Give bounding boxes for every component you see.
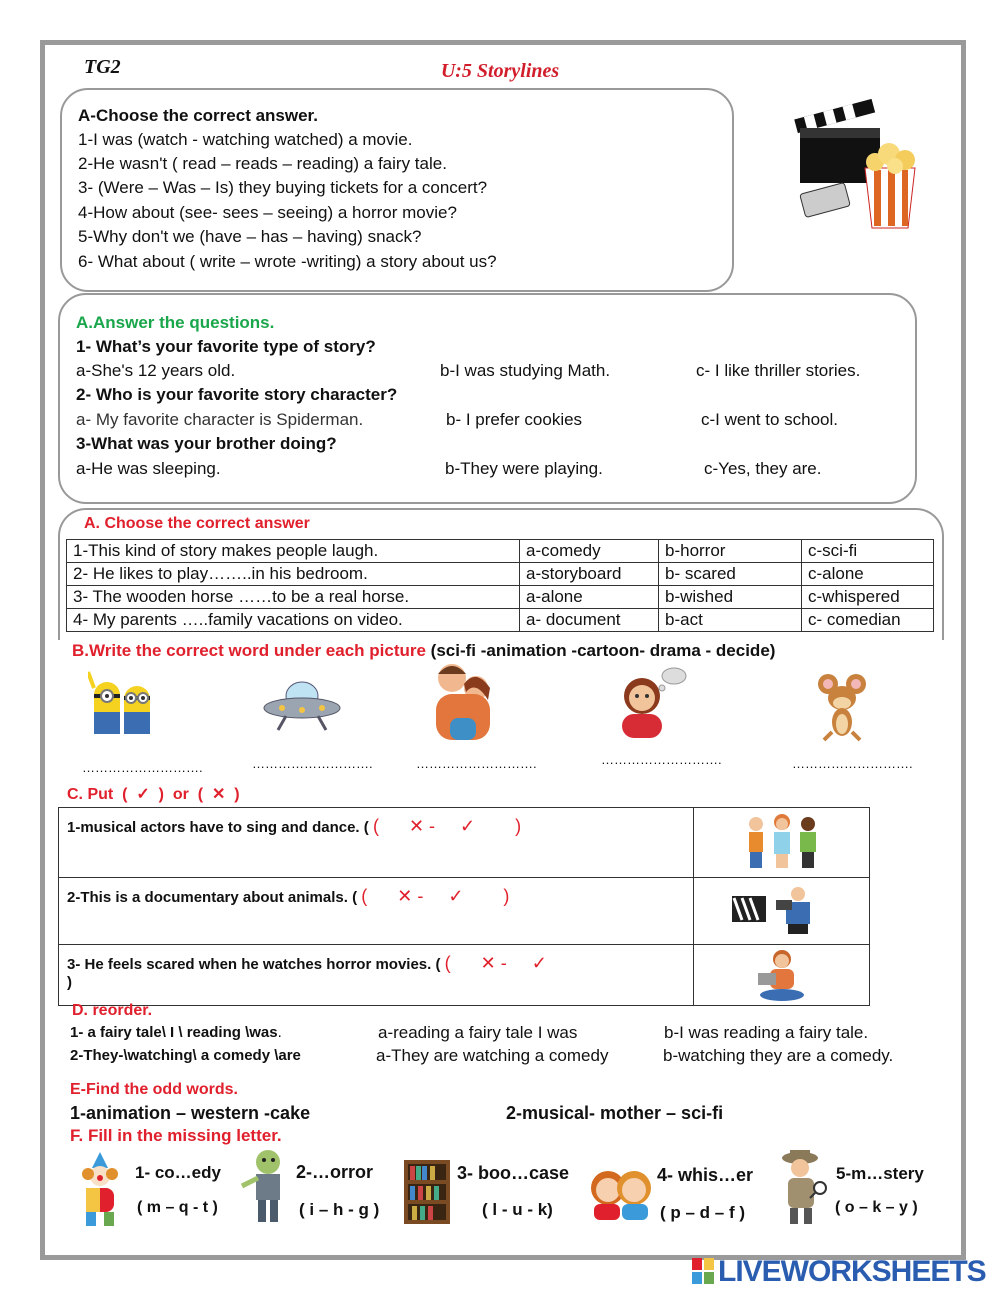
- statement-cell: [59, 878, 694, 945]
- option-a: a-She's 12 years old.: [76, 361, 236, 380]
- reorder-option-b: b-watching they are a comedy.: [663, 1046, 894, 1065]
- clapperboard-popcorn-icon: [790, 88, 930, 238]
- answer-blank[interactable]: ……………………….: [252, 756, 373, 771]
- picture-cell: [694, 878, 870, 945]
- option-c: c- I like thriller stories.: [696, 361, 861, 380]
- detective-icon: [770, 1148, 830, 1226]
- statement-cell: [59, 945, 694, 1006]
- bookcase-icon: [402, 1158, 452, 1226]
- ufo-icon: [262, 676, 342, 732]
- question: 2- Who is your favorite story character?: [76, 385, 398, 404]
- option-a-cell: a-alone: [520, 586, 659, 609]
- question: 3-What was your brother doing?: [76, 434, 337, 453]
- statement-text: 1-musical actors have to sing and dance. (: [67, 819, 369, 836]
- answer-blank[interactable]: ……………………….: [601, 752, 722, 767]
- section3-heading: A. Choose the correct answer: [84, 515, 310, 532]
- reorder-option-a: a-reading a fairy tale I was: [378, 1023, 578, 1042]
- option-c-cell: c-alone: [802, 563, 934, 586]
- true-false-table: [58, 807, 870, 1006]
- option-a: a- My favorite character is Spiderman.: [76, 410, 364, 429]
- answer-blank[interactable]: ……………………….: [792, 756, 913, 771]
- option-c-cell: c-whispered: [802, 586, 934, 609]
- option-b: b-I was studying Math.: [440, 361, 611, 380]
- choice-table: [66, 539, 934, 632]
- family-hug-icon: [430, 660, 496, 744]
- statement-tail: ): [67, 974, 72, 991]
- documentary-camera-icon: [728, 882, 824, 938]
- picture-cell: [694, 808, 870, 878]
- missing-letter-options[interactable]: ( l - u - k): [482, 1200, 553, 1219]
- table-row: [67, 563, 934, 586]
- missing-letter-word: 4- whis…er: [657, 1165, 754, 1185]
- reorder-question-tail: .: [277, 1024, 282, 1041]
- question-cell: 1-This kind of story makes people laugh.: [67, 540, 520, 563]
- sectionF-heading: F. Fill in the missing letter.: [70, 1126, 282, 1145]
- table-row: [59, 945, 870, 1006]
- odd-words-item: 1-animation – western -cake: [70, 1103, 311, 1123]
- missing-letter-options[interactable]: ( i – h - g ): [299, 1200, 380, 1219]
- scared-boy-icon: [752, 947, 812, 1003]
- musical-actors-icon: [742, 812, 826, 870]
- reorder-question: 1- a fairy tale\ I \ reading \was: [70, 1024, 278, 1041]
- tick-cross-choice[interactable]: ( ✕ - ✓ ): [372, 816, 522, 836]
- option-c-cell: c- comedian: [802, 609, 934, 632]
- zombie-icon: [240, 1148, 290, 1226]
- liveworksheets-logo-icon: [692, 1258, 714, 1284]
- section1-item: 5-Why don't we (have – has – having) snack?: [78, 227, 422, 246]
- option-b: b- I prefer cookies: [446, 410, 583, 429]
- option-a-cell: a-storyboard: [520, 563, 659, 586]
- option-b-cell: b-wished: [659, 586, 802, 609]
- section1-item: 6- What about ( write – wrote -writing) a story about us?: [78, 252, 497, 271]
- option-a-cell: a-comedy: [520, 540, 659, 563]
- section1-item: 1-I was (watch - watching watched) a movie.: [78, 130, 413, 149]
- missing-letter-word: 2-…orror: [296, 1162, 374, 1182]
- answer-blank[interactable]: ……………………….: [416, 756, 537, 771]
- option-b-cell: b-act: [659, 609, 802, 632]
- table-row: [59, 808, 870, 878]
- missing-letter-options[interactable]: ( p – d – f ): [660, 1203, 745, 1222]
- missing-letter-word: 1- co…edy: [135, 1163, 221, 1182]
- question-cell: 2- He likes to play……..in his bedroom.: [67, 563, 520, 586]
- option-a: a-He was sleeping.: [76, 459, 221, 478]
- statement-text: 2-This is a documentary about animals. (: [67, 889, 358, 906]
- sectionC-heading: C. Put ( ✓ ) or ( ✕ ): [67, 786, 240, 803]
- option-b-cell: b- scared: [659, 563, 802, 586]
- tick-cross-choice[interactable]: ( ✕ - ✓ ): [361, 886, 510, 906]
- worksheet-tag: TG2: [84, 56, 121, 78]
- sectionD-heading: D. reorder.: [72, 1002, 153, 1019]
- statement-cell: [59, 808, 694, 878]
- clown-icon: [70, 1152, 130, 1228]
- option-c-cell: c-sci-fi: [802, 540, 934, 563]
- cartoon-mouse-icon: [814, 670, 870, 742]
- option-b: b-They were playing.: [445, 459, 603, 478]
- answer-blank[interactable]: ……………………….: [82, 760, 203, 775]
- reorder-option-b: b-I was reading a fairy tale.: [664, 1023, 869, 1042]
- option-c: c-I went to school.: [701, 410, 839, 429]
- statement-text: 3- He feels scared when he watches horror movies. (: [67, 956, 441, 973]
- option-b-cell: b-horror: [659, 540, 802, 563]
- sectionB-heading: B.Write the correct word under each picture: [72, 641, 426, 660]
- option-a-cell: a- document: [520, 609, 659, 632]
- page-title: U:5 Storylines: [440, 60, 560, 82]
- section1-heading: A-Choose the correct answer.: [78, 106, 318, 125]
- table-row: [67, 586, 934, 609]
- reorder-row: [70, 1024, 282, 1041]
- table-row: [67, 609, 934, 632]
- tick-cross-choice[interactable]: ( ✕ - ✓: [444, 953, 547, 973]
- option-c: c-Yes, they are.: [704, 459, 822, 478]
- sectionB-heading-line: [72, 641, 775, 661]
- table-row: [67, 540, 934, 563]
- section2-heading: A.Answer the questions.: [76, 313, 275, 332]
- reorder-row: [70, 1047, 301, 1064]
- thinking-girl-icon: [618, 666, 692, 738]
- sectionB-word-bank: (sci-fi -animation -cartoon- drama - decide): [430, 641, 776, 660]
- missing-letter-options[interactable]: ( o – k – y ): [835, 1199, 918, 1216]
- question: 1- What’s your favorite type of story?: [76, 337, 376, 356]
- whispering-girls-icon: [590, 1164, 652, 1220]
- footer-brand[interactable]: LIVEWORKSHEETS: [718, 1255, 986, 1288]
- question-cell: 4- My parents …..family vacations on video.: [67, 609, 520, 632]
- reorder-question: 2-They-\watching\ a comedy \are: [70, 1047, 301, 1064]
- minions-icon: [88, 668, 158, 740]
- question-cell: 3- The wooden horse ……to be a real horse.: [67, 586, 520, 609]
- section1-item: 4-How about (see- sees – seeing) a horror movie?: [78, 203, 457, 222]
- sectionE-heading: E-Find the odd words.: [70, 1081, 238, 1098]
- table-row: [59, 878, 870, 945]
- missing-letter-word: 5-m…stery: [836, 1164, 924, 1183]
- reorder-option-a: a-They are watching a comedy: [376, 1046, 609, 1065]
- missing-letter-word: 3- boo…case: [457, 1163, 570, 1183]
- section1-item: 3- (Were – Was – Is) they buying tickets for a concert?: [78, 178, 488, 197]
- picture-cell: [694, 945, 870, 1006]
- section1-item: 2-He wasn't ( read – reads – reading) a fairy tale.: [78, 154, 447, 173]
- odd-words-item: 2-musical- mother – sci-fi: [506, 1103, 724, 1123]
- missing-letter-options[interactable]: ( m – q - t ): [137, 1199, 218, 1216]
